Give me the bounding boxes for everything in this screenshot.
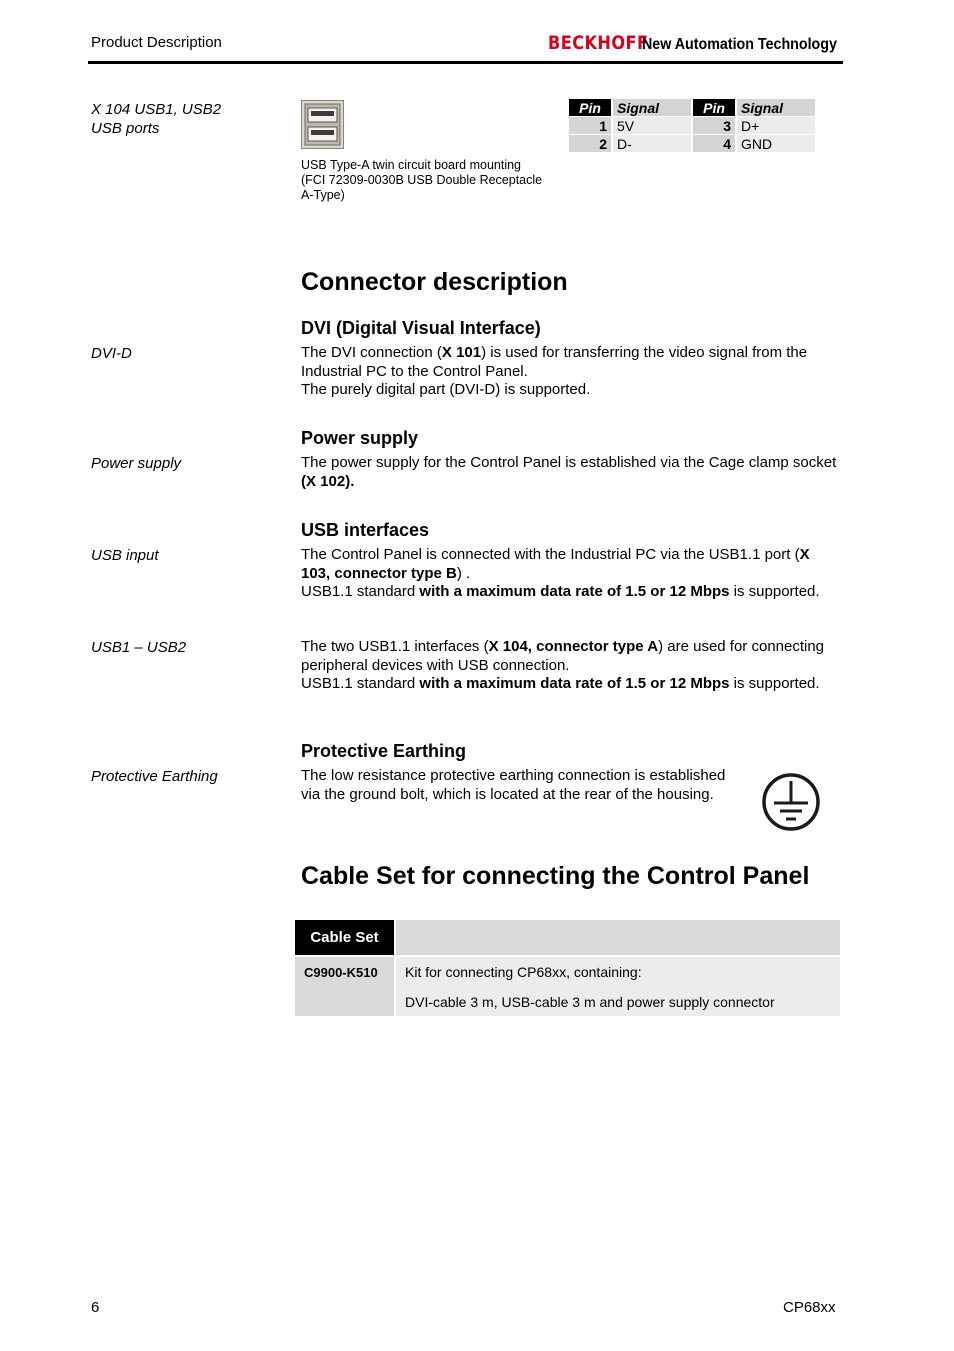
pin-number: 4 (693, 135, 735, 152)
pin-signal: D+ (737, 117, 815, 134)
signal-header: Signal (613, 99, 691, 116)
page-number: 6 (91, 1299, 100, 1316)
usb-pin-table (567, 98, 817, 153)
cable-code: C9900-K510 (295, 957, 394, 1016)
usb-interfaces-heading: USB interfaces (301, 520, 430, 540)
cable-description: Kit for connecting CP68xx, containing: DVI-cable 3 m, USB-cable 3 m and power supply connector (396, 957, 840, 1016)
usb1-usb2-paragraph: The two USB1.1 interfaces (X 104, connector type A) are used for connecting peripheral devices with USB connection. USB1.1 standard with a maximum data rate of 1.5 or 12 Mbps is supported. (301, 638, 825, 692)
pin-row (569, 117, 815, 134)
pin-table-header (569, 99, 815, 116)
cable-set-header: Cable Set (295, 920, 394, 955)
pin-header: Pin (569, 99, 611, 116)
logo-brand: BECKHOFF (548, 32, 649, 54)
protective-earthing-paragraph: The low resistance protective earthing connection is established via the ground bolt, which is located at the rear of the housing. (301, 767, 726, 803)
cable-set-header-blank (396, 920, 840, 955)
dvi-heading: DVI (Digital Visual Interface) (301, 318, 541, 338)
cable-table-row (295, 957, 840, 1016)
usb-ports-caption: USB Type-A twin circuit board mounting (FCI 72309-0030B USB Double Receptacle A-Type) (301, 158, 543, 202)
power-supply-paragraph: The power supply for the Control Panel is established via the Cage clamp socket (X 102). (301, 454, 837, 490)
pin-number: 3 (693, 117, 735, 134)
usb-input-paragraph: The Control Panel is connected with the Industrial PC via the USB1.1 port (X 103, connector type B) . USB1.1 standard with a maximum data rate of 1.5 or 12 Mbps is supported. (301, 546, 820, 600)
power-supply-heading: Power supply (301, 428, 419, 448)
usb-ports-side-label: X 104 USB1, USB2 USB ports (91, 101, 222, 137)
pin-signal: D- (613, 135, 691, 152)
usb-input-side-label: USB input (91, 547, 159, 564)
cable-table-header (295, 920, 840, 955)
pin-number: 1 (569, 117, 611, 134)
header-rule (88, 61, 843, 64)
connector-description-title: Connector description (301, 268, 568, 296)
pin-row (569, 135, 815, 152)
pin-number: 2 (569, 135, 611, 152)
beckhoff-logo (548, 32, 854, 54)
logo-tagline: New Automation Technology (642, 36, 837, 53)
cable-set-title: Cable Set for connecting the Control Panel (301, 862, 810, 890)
usb-double-receptacle-image (301, 100, 344, 149)
document-name: CP68xx (783, 1299, 836, 1316)
cable-set-table (293, 918, 842, 1018)
pin-header: Pin (693, 99, 735, 116)
usb1-usb2-side-label: USB1 – USB2 (91, 639, 187, 656)
dvi-side-label: DVI-D (91, 345, 132, 362)
protective-earthing-side-label: Protective Earthing (91, 768, 218, 785)
header-section-title: Product Description (91, 34, 222, 51)
dvi-paragraph: The DVI connection (X 101) is used for transferring the video signal from the Industrial PC to the Control Panel. The purely digital part (DVI-D) is supported. (301, 344, 808, 398)
signal-header: Signal (737, 99, 815, 116)
pin-signal: 5V (613, 117, 691, 134)
power-supply-side-label: Power supply (91, 455, 182, 472)
ground-symbol-icon (761, 772, 821, 832)
pin-signal: GND (737, 135, 815, 152)
protective-earthing-heading: Protective Earthing (301, 741, 467, 761)
